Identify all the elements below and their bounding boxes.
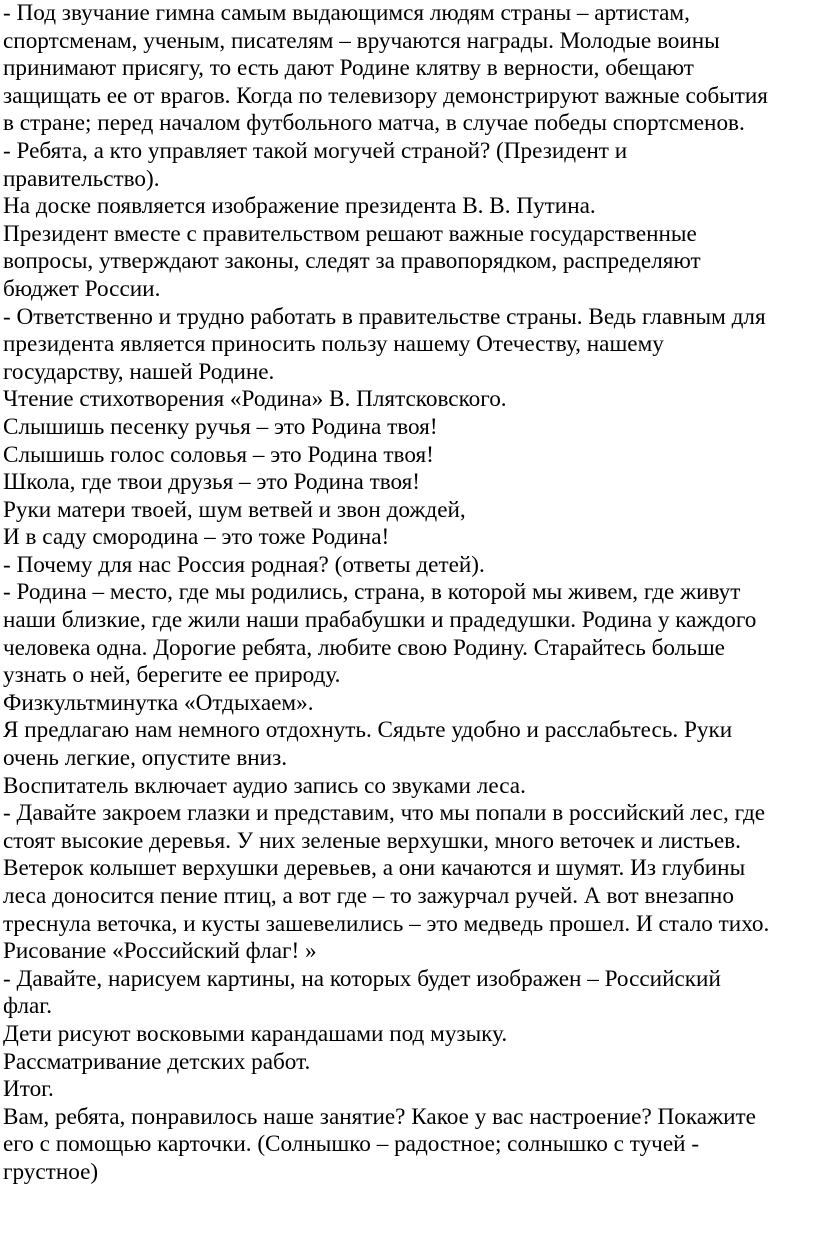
text-line: Рассматривание детских работ. xyxy=(3,1048,311,1075)
text-line: - Давайте, нарисуем картины, на которых будет изображен – Российский xyxy=(3,965,721,992)
text-line: флаг. xyxy=(3,993,52,1020)
poem-line: Слышишь песенку ручья – это Родина твоя! xyxy=(3,413,438,440)
text-line: Ветерок колышет верхушки деревьев, а они качаются и шумят. Из глубины xyxy=(3,855,746,882)
text-line: правительство). xyxy=(3,165,160,192)
text-line: Президент вместе с правительством решают важные государственные xyxy=(3,220,697,247)
text-line: спортсменам, ученым, писателям – вручаются награды. Молодые воины xyxy=(3,27,720,54)
text-line: наши близкие, где жили наши прабабушки и прадедушки. Родина у каждого xyxy=(3,607,757,634)
text-line: - Под звучание гимна самым выдающимся людям страны – артистам, xyxy=(3,0,690,26)
poem-line: Слышишь голос соловья – это Родина твоя! xyxy=(3,441,434,468)
text-line: очень легкие, опустите вниз. xyxy=(3,745,288,772)
poem-line: И в саду смородина – это тоже Родина! xyxy=(3,524,390,551)
text-line: леса доносится пение птиц, а вот где – то зажурчал ручей. А вот внезапно xyxy=(3,883,734,909)
text-line: - Родина – место, где мы родились, страна, в которой мы живем, где живут xyxy=(3,579,741,606)
text-line: человека одна. Дорогие ребята, любите свою Родину. Старайтесь больше xyxy=(3,634,725,661)
text-line: - Ребята, а кто управляет такой могучей страной? (Президент и xyxy=(3,137,628,164)
poem-line: Школа, где твои друзья – это Родина твоя! xyxy=(3,469,421,496)
text-line: в стране; перед началом футбольного матча, в случае победы спортсменов. xyxy=(3,110,745,137)
text-line: Чтение стихотворения «Родина» В. Плятсковского. xyxy=(3,386,507,413)
text-line: - Почему для нас Россия родная? (ответы детей). xyxy=(3,551,485,578)
poem-line: Руки матери твоей, шум ветвей и звон дождей, xyxy=(3,496,466,523)
text-line: принимают присягу, то есть дают Родине клятву в верности, обещают xyxy=(3,55,694,82)
text-line: Дети рисуют восковыми карандашами под музыку. xyxy=(3,1020,508,1047)
text-line: Вам, ребята, понравилось наше занятие? Какое у вас настроение? Покажите xyxy=(3,1103,756,1130)
text-line: узнать о ней, берегите ее природу. xyxy=(3,662,341,689)
text-line: треснула веточка, и кусты зашевелились – это медведь прошел. И стало тихо. xyxy=(3,910,770,937)
text-line: государству, нашей Родине. xyxy=(3,358,275,385)
text-line: его с помощью карточки. (Солнышко – радостное; солнышко с тучей - xyxy=(3,1131,700,1158)
text-line: бюджет России. xyxy=(3,275,161,302)
text-line: - Давайте закроем глазки и представим, что мы попали в российский лес, где xyxy=(3,800,766,827)
text-line: Я предлагаю нам немного отдохнуть. Сядьте удобно и расслабьтесь. Руки xyxy=(3,717,733,744)
text-line: Физкультминутка «Отдыхаем». xyxy=(3,689,314,716)
text-line: На доске появляется изображение президента В. В. Путина. xyxy=(3,193,596,220)
text-line: защищать ее от врагов. Когда по телевизору демонстрируют важные события xyxy=(3,82,768,109)
text-line: вопросы, утверждают законы, следят за правопорядком, распределяют xyxy=(3,248,701,275)
text-line: - Ответственно и трудно работать в правительстве страны. Ведь главным для xyxy=(3,303,766,330)
text-line: грустное) xyxy=(3,1158,99,1185)
text-line: Итог. xyxy=(3,1076,54,1103)
text-line: президента является приносить пользу нашему Отечеству, нашему xyxy=(3,331,664,358)
text-line: Рисование «Российский флаг! » xyxy=(3,938,317,965)
text-line: Воспитатель включает аудио запись со звуками леса. xyxy=(3,772,526,799)
text-line: стоят высокие деревья. У них зеленые верхушки, много веточек и листьев. xyxy=(3,827,741,854)
